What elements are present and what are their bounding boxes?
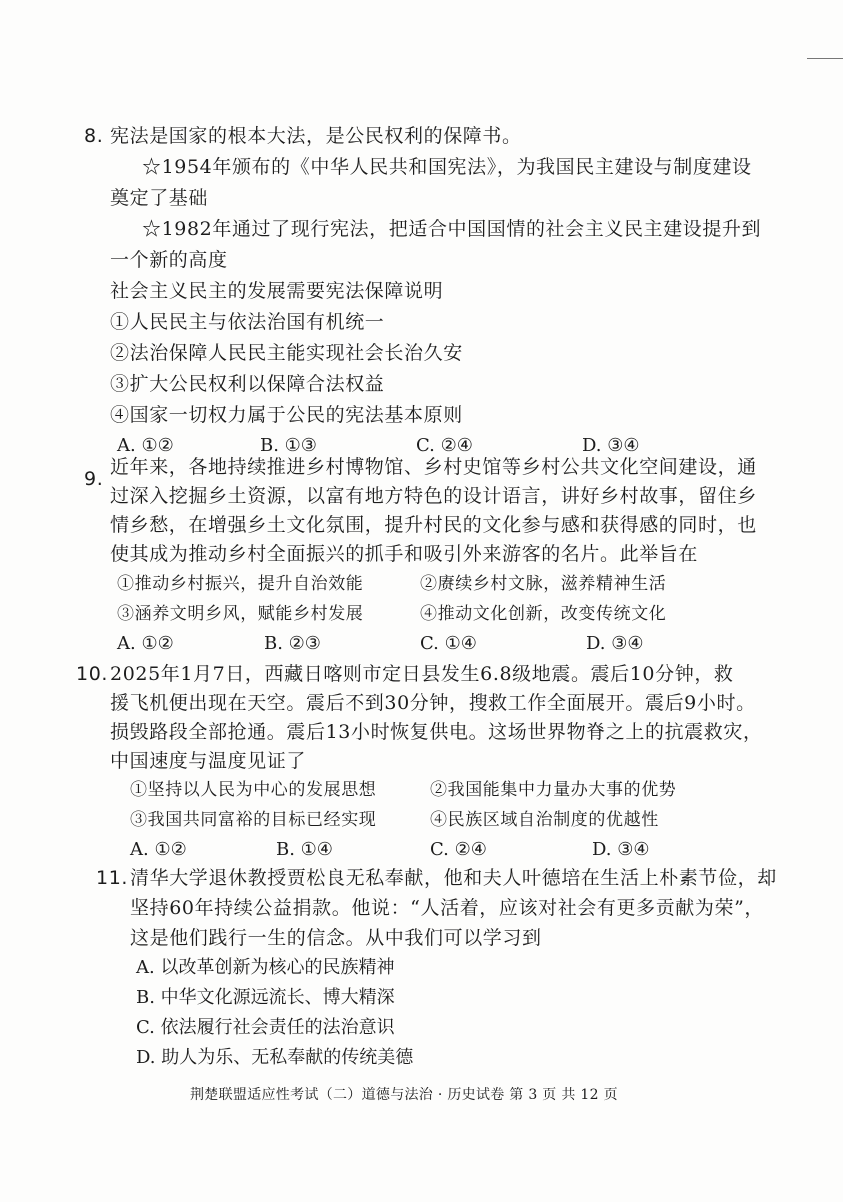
q10-line-3: 损毁路段全部抢通。震后13小时恢复供电。这场世界物脊之上的抗震救灾， (110, 721, 763, 743)
q8-fact1-line1: ☆1954年颁布的《中华人民共和国宪法》，为我国民主建设与制度建设 (142, 156, 752, 178)
q10-option-d: D. ③④ (592, 839, 650, 860)
q9-item-2: ②赓续乡村文脉，滋养精神生活 (420, 574, 667, 594)
q10-line-2: 援飞机便出现在天空。震后不到30分钟，搜救工作全面展开。震后9小时。 (110, 692, 756, 714)
q9-option-c: C. ①④ (420, 633, 477, 654)
scan-edge-mark (807, 58, 843, 59)
q9-item-3: ③涵养文明乡风，赋能乡村发展 (117, 604, 364, 624)
q9-option-b: B. ②③ (264, 633, 321, 654)
page-footer: 荆楚联盟适应性考试（二）道德与法治 · 历史试卷 第 3 页 共 12 页 (190, 1087, 618, 1103)
q8-option-b: B. ①③ (260, 435, 317, 456)
q11-option-c: C. 依法履行社会责任的法治意识 (136, 1017, 395, 1038)
q10-item-2: ②我国能集中力量办大事的优势 (430, 780, 677, 800)
q11-option-d: D. 助人为乐、无私奉献的传统美德 (136, 1047, 414, 1068)
q8-fact1-line2: 奠定了基础 (110, 187, 209, 209)
q9-option-d: D. ③④ (586, 633, 644, 654)
q11-number: 11. (96, 867, 129, 889)
q9-line-3: 情乡愁，在增强乡土文化氛围，提升村民的文化参与感和获得感的同时，也 (110, 514, 757, 536)
q11-line-3: 这是他们践行一生的信念。从中我们可以学习到 (130, 927, 542, 949)
q8-item-2: ②法治保障人民民主能实现社会长治久安 (110, 342, 463, 364)
q11-line-1: 清华大学退休教授贾松良无私奉献，他和夫人叶德培在生活上朴素节俭，却 (130, 867, 777, 889)
q10-option-c: C. ②④ (430, 839, 487, 860)
q9-item-4: ④推动文化创新，改变传统文化 (420, 604, 667, 624)
q8-option-a: A. ①② (117, 435, 174, 456)
q10-option-a: A. ①② (130, 839, 187, 860)
q11-option-b: B. 中华文化源远流长、博大精深 (136, 987, 395, 1008)
q9-option-a: A. ①② (117, 633, 174, 654)
q10-item-1: ①坚持以人民为中心的发展思想 (130, 780, 377, 800)
q11-line-2: 坚持60年持续公益捐款。他说：“人活着，应该对社会有更多贡献为荣”， (130, 897, 765, 919)
q9-line-4: 使其成为推动乡村全面振兴的抓手和吸引外来游客的名片。此举旨在 (110, 543, 699, 565)
q11-option-a: A. 以改革创新为核心的民族精神 (136, 957, 395, 978)
q10-option-b: B. ①④ (276, 839, 333, 860)
q10-number: 10. (76, 663, 109, 685)
q10-line-1: 2025年1月7日，西藏日喀则市定日县发生6.8级地震。震后10分钟，救 (110, 663, 734, 685)
q8-fact2-line1: ☆1982年通过了现行宪法，把适合中国国情的社会主义民主建设提升到 (142, 218, 762, 240)
q8-question: 社会主义民主的发展需要宪法保障说明 (110, 280, 444, 302)
q8-item-3: ③扩大公民权利以保障合法权益 (110, 373, 385, 395)
q9-line-1: 近年来，各地持续推进乡村博物馆、乡村史馆等乡村公共文化空间建设，通 (110, 456, 757, 478)
q9-line-2: 过深入挖掘乡土资源，以富有地方特色的设计语言，讲好乡村故事，留住乡 (110, 485, 757, 507)
q8-stem: 宪法是国家的根本大法，是公民权利的保障书。 (110, 125, 522, 147)
q8-option-d: D. ③④ (582, 435, 640, 456)
q8-fact2-line2: 一个新的高度 (110, 249, 228, 271)
q10-item-4: ④民族区域自治制度的优越性 (430, 810, 659, 830)
q9-number: 9. (84, 468, 104, 490)
q9-item-1: ①推动乡村振兴，提升自治效能 (117, 574, 364, 594)
q8-number: 8. (84, 125, 104, 147)
q10-line-4: 中国速度与温度见证了 (110, 750, 307, 772)
q8-item-4: ④国家一切权力属于公民的宪法基本原则 (110, 404, 463, 426)
q10-item-3: ③我国共同富裕的目标已经实现 (130, 810, 377, 830)
q8-option-c: C. ②④ (416, 435, 473, 456)
q8-item-1: ①人民民主与依法治国有机统一 (110, 311, 385, 333)
